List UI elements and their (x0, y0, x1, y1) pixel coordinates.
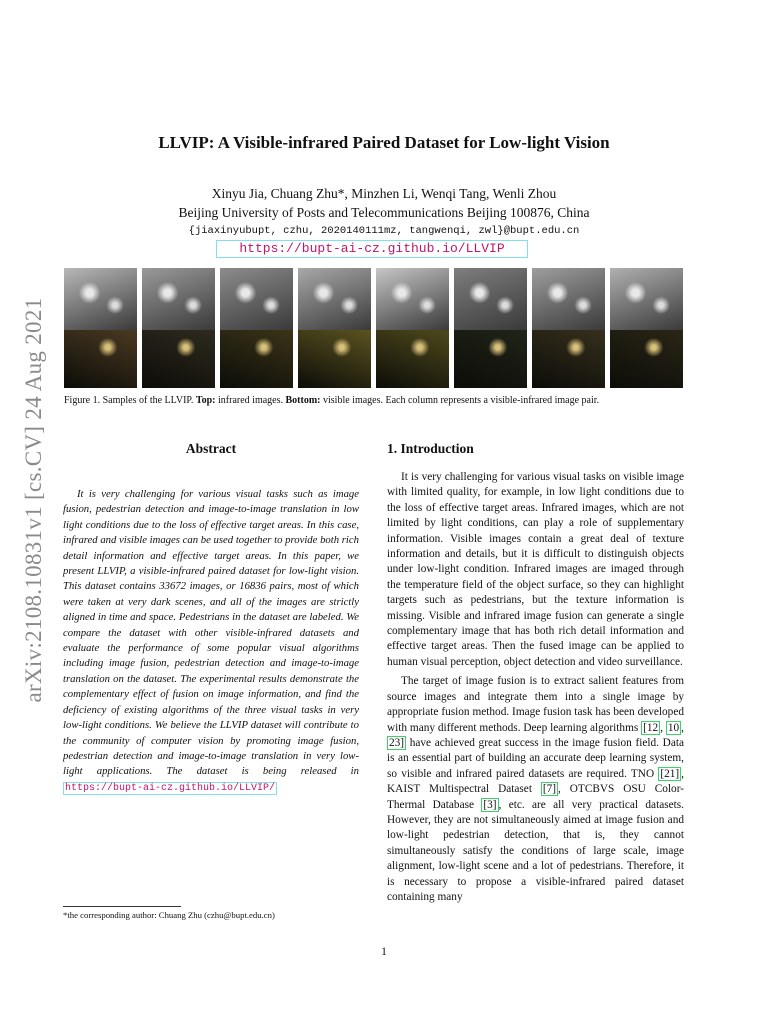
paper-title: LLVIP: A Visible-infrared Paired Dataset for Low-light Vision (158, 133, 610, 152)
arxiv-stamp: arXiv:2108.10831v1 [cs.CV] 24 Aug 2021 (21, 297, 46, 703)
citation-link[interactable]: [12 (643, 721, 659, 734)
figure-caption: Figure 1. Samples of the LLVIP. Top: infrared images. Bottom: visible images. Each column represents a visible-infrared image pair. (64, 395, 600, 406)
page-number: 1 (381, 946, 387, 958)
abstract-heading: Abstract (185, 441, 237, 456)
introduction-heading: 1. Introduction (387, 441, 474, 456)
visible-image (610, 330, 683, 388)
infrared-image (610, 268, 683, 330)
infrared-image (220, 268, 293, 330)
citation-link[interactable]: [7] (542, 783, 557, 796)
citation-link[interactable]: [21] (660, 767, 680, 780)
citation-link[interactable]: [3] (483, 798, 497, 811)
figure-1-image-grid (64, 268, 683, 388)
footnote-rule (63, 906, 181, 907)
infrared-image (298, 268, 371, 330)
visible-image (220, 330, 293, 388)
image-pair-column (298, 268, 371, 388)
affiliation: Beijing University of Posts and Telecommunications Beijing 100876, China (178, 205, 590, 220)
introduction-body (387, 470, 684, 909)
intro-paragraph-2: The target of image fusion is to extract salient features from source images and integrate them into a single image by appropriate fusion method. Image fusion task has been developed with many different methods. Deep learning algorithms [12 , 10 , 23] have achieved great success in the image fusion field. Data is an essential part of building an accurate deep learning system, so visible and infrared paired datasets are required. TNO [21] , KAIST Multispectral Dataset [7] , OTCBVS OSU Color-Thermal Database [3] , etc. are all very practical datasets. However, they are not simultaneously aimed at image fusion and low-light pedestrian detection, that is, they cannot simultaneously satisfy the conditions of large scale, image alignment, low-light scene and a lot of pedestrians. Therefore, it is necessary to propose a visible-infrared paired dataset containing many (387, 675, 684, 903)
citation-link[interactable]: 10 (667, 721, 680, 734)
image-pair-column (454, 268, 527, 388)
visible-image (64, 330, 137, 388)
citation-link[interactable]: 23] (389, 736, 405, 749)
visible-image (142, 330, 215, 388)
project-url-link[interactable]: https://bupt-ai-cz.github.io/LLVIP (216, 240, 528, 258)
image-pair-column (376, 268, 449, 388)
footnote: *the corresponding author: Chuang Zhu (czhu@bupt.edu.cn) (63, 910, 275, 920)
image-pair-column (532, 268, 605, 388)
intro-paragraph-1: It is very challenging for various visual tasks on visible image with limited quality, for example, in low light conditions due to the loss of effective target areas. Infrared images, which are not limited by light conditions, can play a role of supplementary information. Visible images contain a great deal of texture information and details, but it is difficult to distinguish objects under low-light condition. Infrared images are imaged through the temperature field of the object surface, so they can highlight targets such as pedestrians, but the texture information is missing. Visible and infrared image fusion can generate a single complementary image that has both rich detail information and effective target areas. Then the fused image can be applied to human visual perception, object detection and video surveillance. (387, 471, 684, 668)
image-pair-column (610, 268, 683, 388)
author-list: Xinyu Jia, Chuang Zhu*, Minzhen Li, Wenqi Tang, Wenli Zhou (211, 186, 557, 201)
visible-image (376, 330, 449, 388)
infrared-image (142, 268, 215, 330)
infrared-image (64, 268, 137, 330)
abstract-body: It is very challenging for various visual tasks such as image fusion, pedestrian detection and image-to-image translation in low light conditions due to the loss of effective target areas. In this case, infrared and visible images can be used together to provide both rich detail information and effective target areas. In this paper, we present LLVIP, a visible-infrared paired dataset for low-light vision. This dataset contains 33672 images, or 16836 pairs, most of which were taken at very dark scenes, and all of the images are strictly aligned in time and space. Pedestrians in the dataset are labeled. We compare the dataset with other visible-infrared datasets and evaluate the performance of some popular visual algorithms including image fusion, pedestrian detection and image-to-image translation on the dataset. The experimental results demonstrate the complementary effect of fusion on image information, and find the deficiency of existing algorithms of the three visual tasks in very low-light conditions. We believe the LLVIP dataset will contribute to the community of computer vision by promoting image fusion, pedestrian detection and image-to-image translation in very low-light applications. The dataset is being released in https://bupt-ai-cz.github.io/LLVIP/ (63, 488, 359, 794)
dataset-link[interactable]: https://bupt-ai-cz.github.io/LLVIP/ (65, 782, 276, 794)
infrared-image (454, 268, 527, 330)
visible-image (454, 330, 527, 388)
visible-image (298, 330, 371, 388)
visible-image (532, 330, 605, 388)
image-pair-column (142, 268, 215, 388)
infrared-image (376, 268, 449, 330)
image-pair-column (64, 268, 137, 388)
infrared-image (532, 268, 605, 330)
author-emails: {jiaxinyubupt, czhu, 2020140111mz, tangwenqi, zwl}@bupt.edu.cn (188, 225, 580, 237)
image-pair-column (220, 268, 293, 388)
